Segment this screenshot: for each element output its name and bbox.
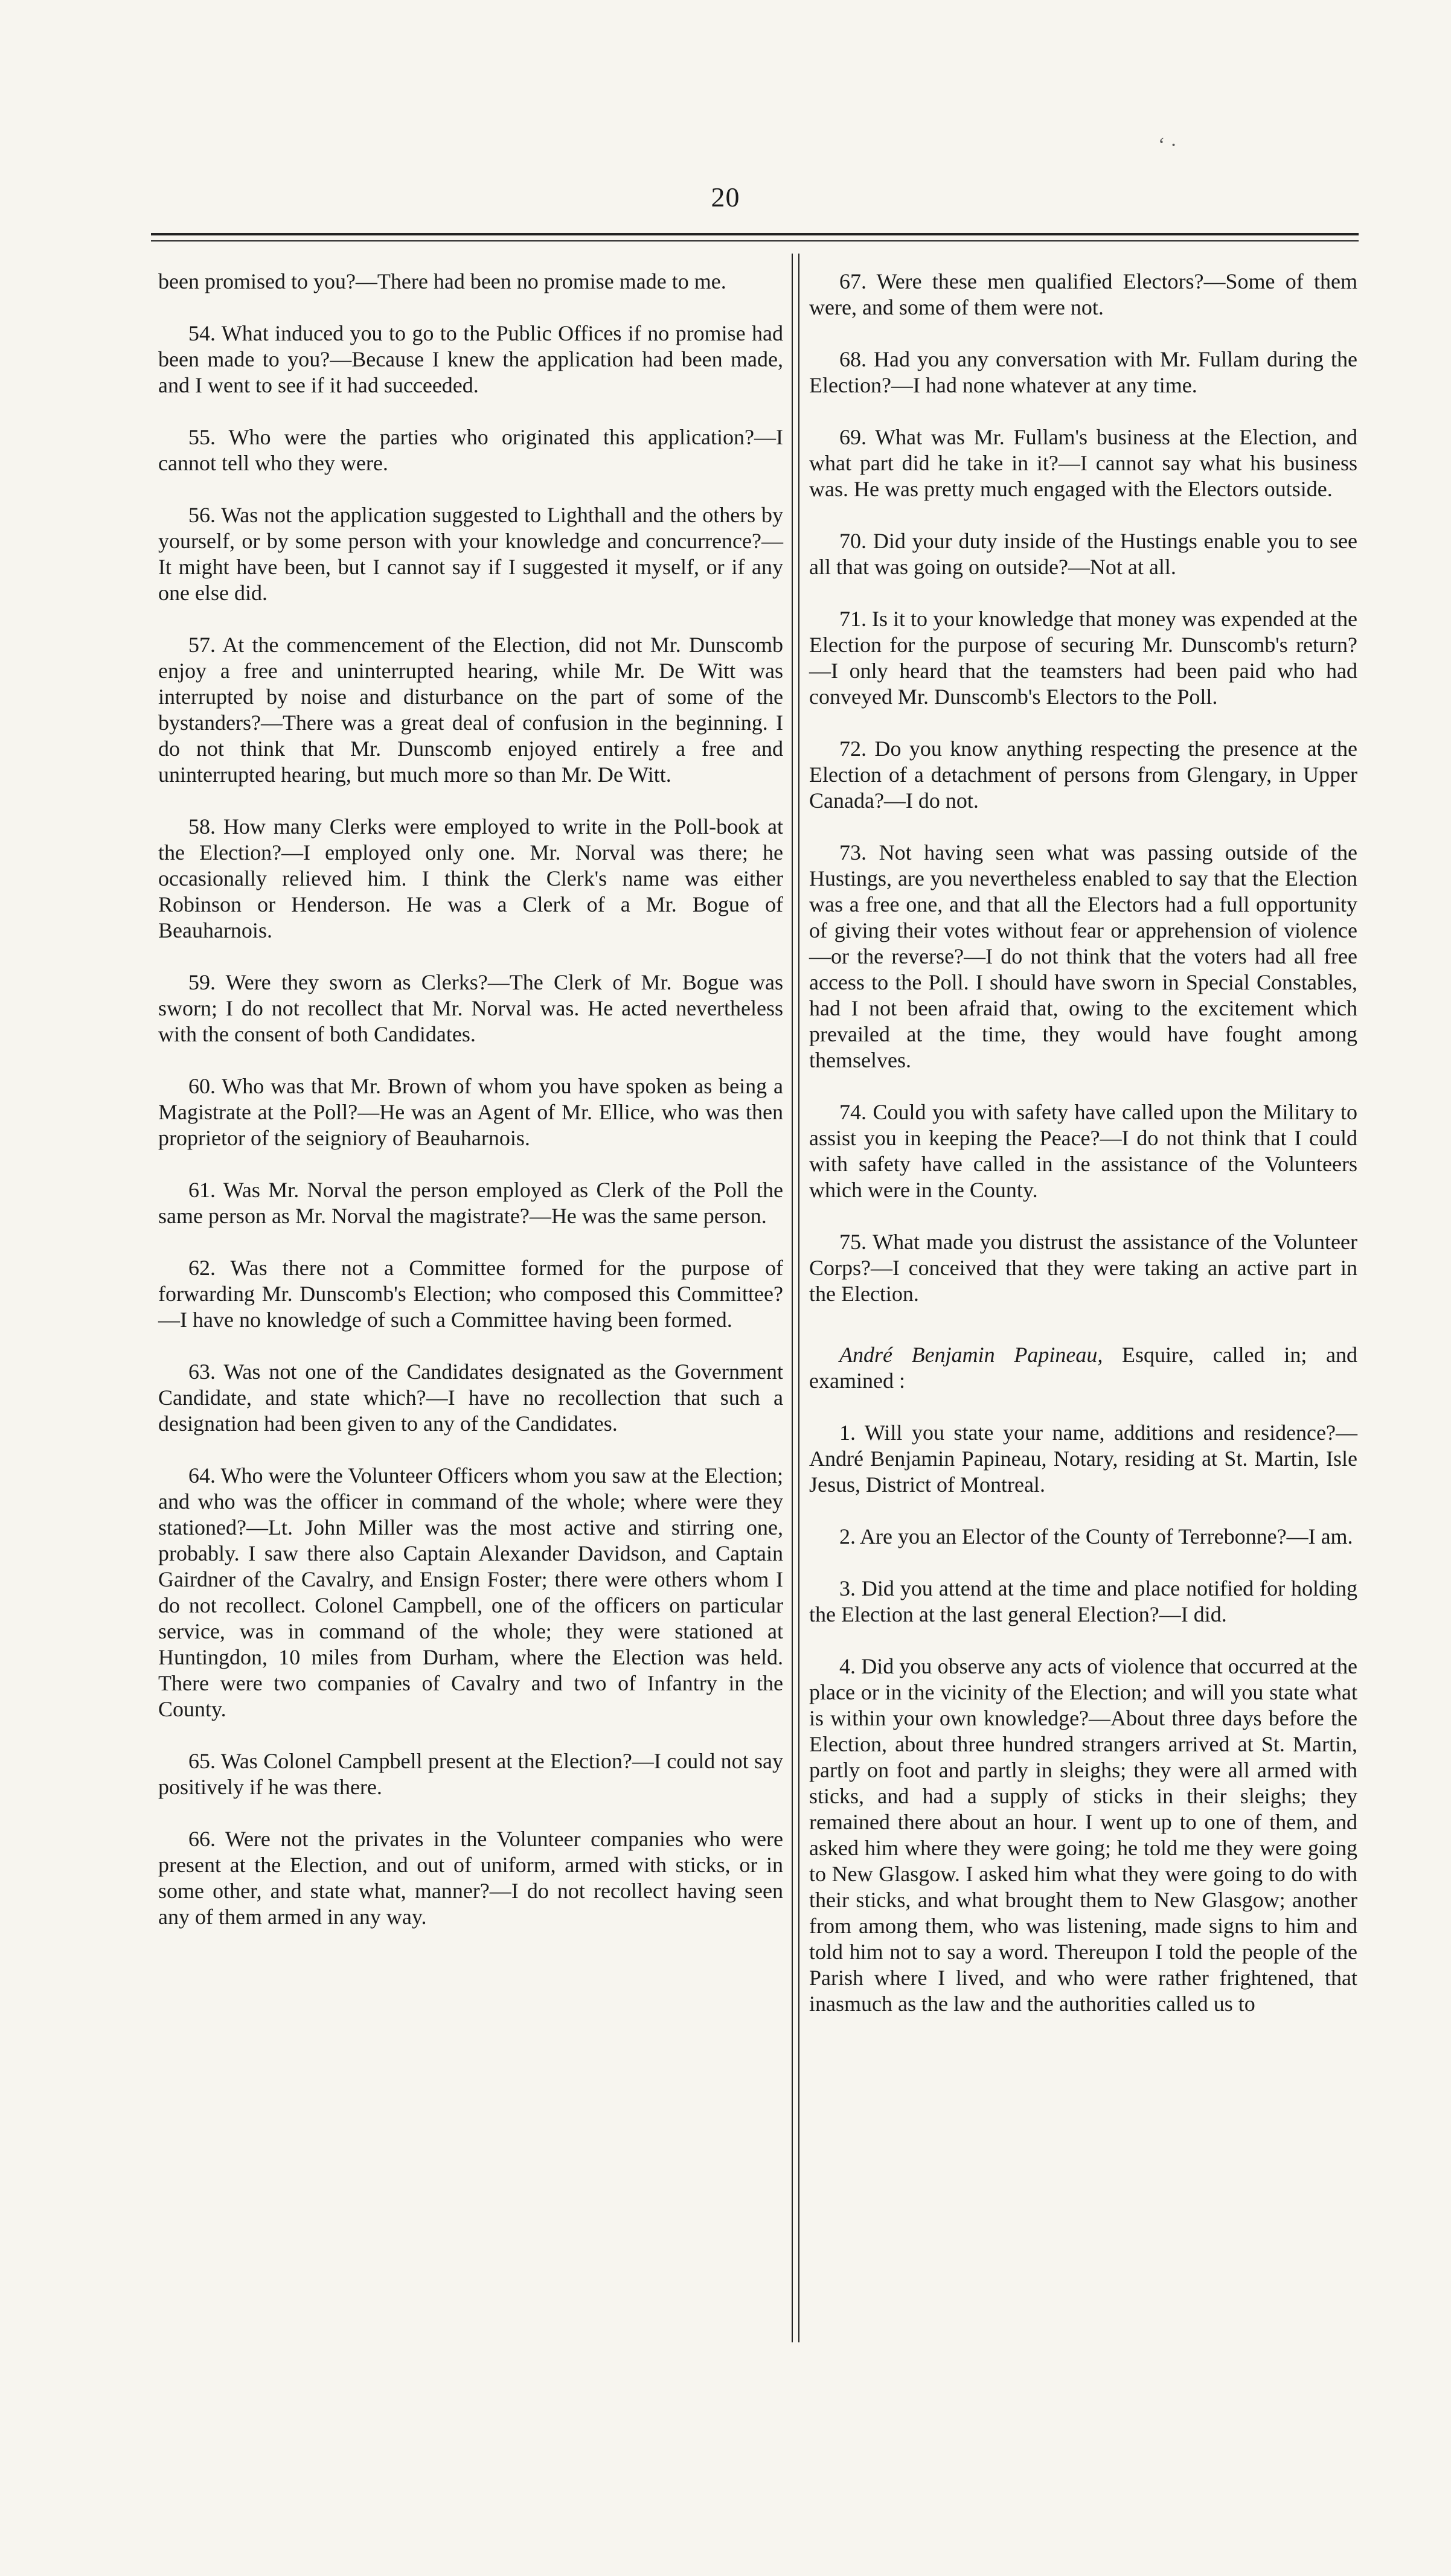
question-60: 60. Who was that Mr. Brown of whom you have spoken as being a Magistrate at the Poll?—He was an Agent of Mr. Ellice, who was then proprietor of the seigniory of Beauharnois. bbox=[158, 1074, 783, 1150]
question-67: 67. Were these men qualified Electors?—Some of them were, and some of them were not. bbox=[809, 269, 1357, 319]
question-55: 55. Who were the parties who originated this application?—I cannot tell who they were. bbox=[158, 425, 783, 475]
question-4: 4. Did you observe any acts of violence that occurred at the place or in the vicinity of the Election; and will you state what is within your own knowledge?—About three days before the Election, about three hundred strangers arrived at St. Martin, partly on foot and partly in sleighs; they were all armed with sticks, and had a supply of sticks in their sleighs; they remained there about an hour. I went up to one of them, and asked him where they were going; he told me they were going to New Glasgow. I asked him what they were going to do with their sticks, and what brought them to New Glasgow; another from among them, who was listening, made signs to him and told him not to say a word. Thereupon I told the people of the Parish where I lived, and who were rather frightened, that inasmuch as the law and the authorities called us to bbox=[809, 1654, 1357, 2016]
question-63: 63. Was not one of the Candidates designated as the Government Candidate, and state which?—I have no recollection that such a designation had been given to any of the Candidates. bbox=[158, 1360, 783, 1436]
witness-introduction bbox=[809, 1342, 1357, 1394]
left-column bbox=[158, 269, 783, 1956]
question-73: 73. Not having seen what was passing outside of the Hustings, are you nevertheless enabled to say that the Election was a free one, and that all the Electors had a full opportunity of giving their votes without fear or apprehension of violence—or the reverse?—I do not think that the voters had all free access to the Poll. I should have sworn in Special Constables, had I not been afraid that, owing to the excitement which prevailed at the time, they would have fought among themselves. bbox=[809, 840, 1357, 1072]
question-70: 70. Did your duty inside of the Hustings enable you to see all that was going on outside?—Not at all. bbox=[809, 529, 1357, 579]
question-72: 72. Do you know anything respecting the presence at the Election of a detachment of persons from Glengary, in Upper Canada?—I do not. bbox=[809, 737, 1357, 813]
question-2: 2. Are you an Elector of the County of Terrebonne?—I am. bbox=[839, 1524, 1353, 1548]
header-rule-thin bbox=[151, 240, 1359, 241]
column-divider-right bbox=[798, 254, 799, 2342]
page-number: 20 bbox=[711, 182, 740, 213]
question-66: 66. Were not the privates in the Volunteer companies who were present at the Election, and out of uniform, armed with sticks, or in some other, and state what, manner?—I do not recollect having seen any of them armed in any way. bbox=[158, 1827, 783, 1929]
column-divider-left bbox=[792, 254, 793, 2342]
question-64: 64. Who were the Volunteer Officers whom you saw at the Election; and who was the officer in command of the whole; where were they stationed?—Lt. John Miller was the most active and stirring one, probably. I saw there also Captain Alexander Davidson, and Captain Gairdner of the Cavalry, and Ensign Foster; there were others whom I do not recollect. Colonel Campbell, one of the officers on particular service, was in command of the whole; they were stationed at Huntingdon, 10 miles from Durham, where the Election was held. There were two companies of Cavalry and two of Infantry in the County. bbox=[158, 1463, 783, 1721]
corner-mark: ‘ · bbox=[1158, 134, 1177, 156]
witness-intro-text: Esquire, called in; and examined : bbox=[809, 1343, 1358, 1393]
question-56: 56. Was not the application suggested to Lighthall and the others by yourself, or by some person with your knowledge and concurrence?—It might have been, but I cannot say if I suggested it myself, or if any one else did. bbox=[158, 503, 783, 605]
right-column bbox=[809, 269, 1357, 2043]
question-75: 75. What made you distrust the assistance of the Volunteer Corps?—I conceived that they were taking an active part in the Election. bbox=[809, 1230, 1357, 1306]
header-rule-thick bbox=[151, 233, 1359, 235]
question-74: 74. Could you with safety have called upon the Military to assist you in keeping the Peace?—I do not think that I could with safety have called in the assistance of the Volunteers which were in the County. bbox=[809, 1100, 1357, 1202]
witness-name: André Benjamin Papineau, bbox=[839, 1343, 1103, 1367]
question-57: 57. At the commencement of the Election, did not Mr. Dunscomb enjoy a free and uninterrupted hearing, while Mr. De Witt was interrupted by noise and disturbance on the part of some of the bystanders?—There was a great deal of confusion in the beginning. I do not think that Mr. Dunscomb enjoyed entirely a free and uninterrupted hearing, but much more so than Mr. De Witt. bbox=[158, 633, 783, 787]
question-65: 65. Was Colonel Campbell present at the Election?—I could not say positively if he was there. bbox=[158, 1749, 783, 1799]
question-54: 54. What induced you to go to the Public Offices if no promise had been made to you?—Because I knew the application had been made, and I went to see if it had succeeded. bbox=[158, 321, 783, 397]
question-71: 71. Is it to your knowledge that money was expended at the Election for the purpose of securing Mr. Dunscomb's return?—I only heard that the teamsters had been paid who had conveyed Mr. Dunscomb's Electors to the Poll. bbox=[809, 607, 1357, 709]
question-62: 62. Was there not a Committee formed for the purpose of forwarding Mr. Dunscomb's Election; who composed this Committee?—I have no knowledge of such a Committee having been formed. bbox=[158, 1256, 783, 1332]
question-1: 1. Will you state your name, additions and residence?—André Benjamin Papineau, Notary, residing at St. Martin, Isle Jesus, District of Montreal. bbox=[809, 1421, 1357, 1497]
question-61: 61. Was Mr. Norval the person employed as Clerk of the Poll the same person as Mr. Norval the magistrate?—He was the same person. bbox=[158, 1178, 783, 1228]
question-69: 69. What was Mr. Fullam's business at the Election, and what part did he take in it?—I cannot say what his business was. He was pretty much engaged with the Electors outside. bbox=[809, 425, 1357, 501]
question-59: 59. Were they sworn as Clerks?—The Clerk of Mr. Bogue was sworn; I do not recollect that Mr. Norval was. He acted nevertheless with the consent of both Candidates. bbox=[158, 970, 783, 1046]
question-3: 3. Did you attend at the time and place notified for holding the Election at the last general Election?—I did. bbox=[809, 1576, 1357, 1626]
question-68: 68. Had you any conversation with Mr. Fullam during the Election?—I had none whatever at any time. bbox=[809, 347, 1357, 397]
question-58: 58. How many Clerks were employed to write in the Poll-book at the Election?—I employed only one. Mr. Norval was there; he occasionally relieved him. I think the Clerk's name was either Robinson or Henderson. He was a Clerk of a Mr. Bogue of Beauharnois. bbox=[158, 814, 783, 942]
paragraph-continued: been promised to you?—There had been no promise made to me. bbox=[158, 269, 726, 293]
